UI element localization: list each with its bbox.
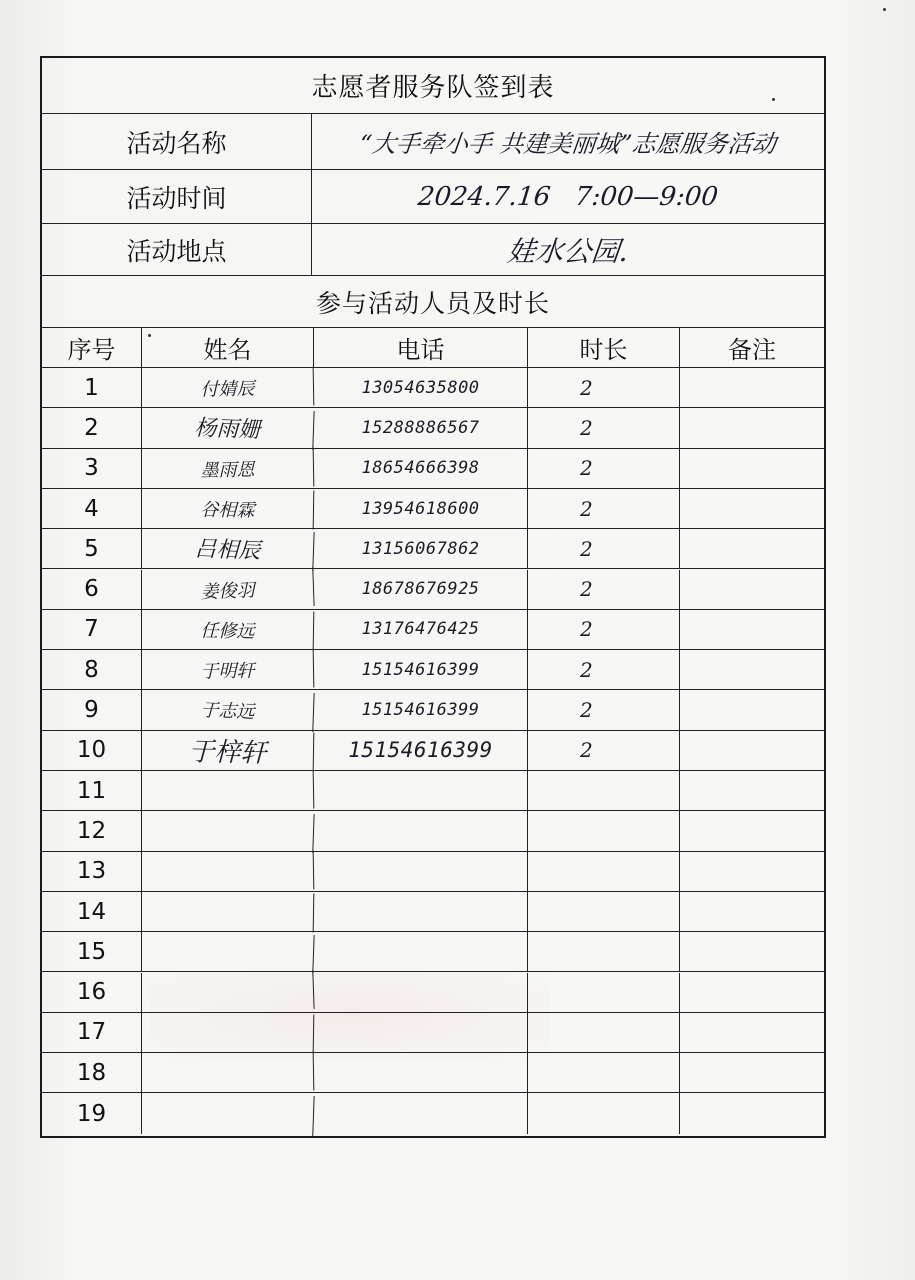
activity-time-row [42, 170, 824, 224]
row-number: 9 [42, 690, 142, 729]
volunteer-hours: 2 [528, 408, 680, 447]
volunteer-hours [528, 1093, 680, 1133]
volunteer-note [680, 368, 824, 407]
row-number: 4 [42, 489, 142, 528]
volunteer-phone [314, 892, 528, 931]
volunteer-phone: 15154616399 [314, 690, 528, 729]
volunteer-name [142, 1052, 315, 1094]
volunteer-hours [528, 852, 680, 891]
row-number: 17 [42, 1013, 142, 1052]
volunteer-name: 于志远 [141, 687, 314, 732]
volunteer-phone [314, 811, 528, 850]
volunteer-name: 任修远 [142, 608, 315, 650]
volunteer-hours [528, 771, 680, 810]
table-row [42, 368, 824, 408]
volunteer-phone: 15288886567 [314, 408, 528, 447]
volunteer-name [142, 1011, 315, 1053]
volunteer-name [141, 808, 314, 853]
volunteer-name [141, 1090, 314, 1136]
volunteer-phone [314, 973, 528, 1012]
volunteer-name [142, 850, 315, 892]
table-row [42, 892, 824, 932]
table-row [42, 1013, 824, 1053]
volunteer-note [680, 449, 824, 488]
table-row [42, 1053, 824, 1093]
row-number: 1 [42, 368, 142, 407]
volunteer-note [680, 489, 824, 528]
volunteer-phone: 18654666398 [314, 449, 528, 488]
volunteer-note [680, 650, 824, 689]
volunteer-name: 付婧辰 [142, 367, 315, 409]
activity-time-value: 2024.7.16 7:00—9:00 [416, 181, 720, 212]
table-row [42, 852, 824, 892]
table-row [42, 731, 824, 771]
volunteer-note [680, 973, 824, 1012]
volunteer-phone [314, 771, 528, 810]
volunteer-phone: 15154616399 [314, 650, 528, 689]
row-number: 11 [42, 771, 142, 810]
form-title-row [42, 58, 824, 114]
row-number: 18 [42, 1053, 142, 1092]
volunteer-name: 杨雨姗 [141, 405, 314, 450]
table-row [42, 449, 824, 489]
volunteer-hours: 2 [528, 610, 680, 649]
volunteer-name [142, 890, 315, 932]
activity-place-label: 活动地点 [42, 224, 312, 275]
volunteer-hours [528, 1053, 680, 1092]
volunteer-name: 于梓轩 [142, 729, 315, 771]
table-row [42, 489, 824, 529]
table-row [42, 973, 824, 1013]
volunteer-hours: 2 [528, 449, 680, 488]
row-number: 6 [42, 570, 142, 609]
header-hours: 时长 [528, 328, 680, 367]
volunteer-phone: 13054635800 [314, 368, 528, 407]
volunteer-note [680, 529, 824, 568]
volunteer-phone: 13176476425 [314, 610, 528, 649]
volunteer-hours: 2 [528, 650, 680, 689]
volunteer-name [142, 770, 315, 812]
volunteer-phone: 18678676925 [314, 570, 528, 609]
row-number: 10 [42, 731, 142, 770]
volunteer-phone: 15154616399 [314, 731, 528, 770]
table-row [42, 811, 824, 851]
volunteer-name [141, 970, 314, 1015]
row-number: 14 [42, 892, 142, 931]
table-header-row [42, 328, 824, 368]
header-name: 姓名 [142, 328, 314, 367]
volunteer-hours: 2 [528, 368, 680, 407]
signin-form [40, 56, 826, 1138]
activity-place-row [42, 224, 824, 276]
volunteer-note [680, 610, 824, 649]
activity-place-value: 娃水公园. [505, 234, 631, 268]
volunteer-phone: 13954618600 [314, 489, 528, 528]
header-phone: 电话 [314, 328, 528, 367]
volunteer-phone [314, 852, 528, 891]
volunteer-name: 姜俊羽 [141, 567, 314, 612]
table-row [42, 1093, 824, 1133]
volunteer-phone: 13156067862 [314, 529, 528, 568]
volunteer-note [680, 570, 824, 609]
volunteer-note [680, 1093, 824, 1133]
volunteer-name: 墨雨恩 [142, 447, 315, 489]
row-number: 13 [42, 852, 142, 891]
volunteer-phone [314, 932, 528, 971]
volunteer-note [680, 1053, 824, 1092]
volunteer-note [680, 852, 824, 891]
header-no: 序号 [42, 328, 142, 367]
table-row [42, 610, 824, 650]
row-number: 7 [42, 610, 142, 649]
volunteer-note [680, 1013, 824, 1052]
row-number: 5 [42, 529, 142, 568]
volunteer-phone [314, 1053, 528, 1092]
table-row [42, 529, 824, 569]
volunteer-hours: 2 [528, 529, 680, 568]
activity-name-row [42, 114, 824, 170]
volunteer-note [680, 731, 824, 770]
section-title: 参与活动人员及时长 [315, 288, 550, 318]
row-number: 8 [42, 650, 142, 689]
row-number: 16 [42, 973, 142, 1012]
activity-name-label: 活动名称 [42, 114, 312, 169]
volunteer-phone [314, 1093, 528, 1133]
volunteer-note [680, 408, 824, 447]
form-title: 志愿者服务队签到表 [311, 73, 555, 103]
volunteer-name: 于明轩 [142, 649, 315, 691]
volunteer-name [141, 929, 314, 974]
table-row [42, 570, 824, 610]
volunteer-note [680, 892, 824, 931]
table-row [42, 408, 824, 448]
volunteer-hours: 2 [528, 690, 680, 729]
volunteer-hours [528, 811, 680, 850]
volunteer-note [680, 690, 824, 729]
volunteer-hours: 2 [528, 489, 680, 528]
row-number: 3 [42, 449, 142, 488]
table-row [42, 771, 824, 811]
row-number: 12 [42, 811, 142, 850]
volunteer-hours [528, 892, 680, 931]
activity-name-value: “大手牵小手 共建美丽城”志愿服务活动 [358, 130, 778, 158]
volunteer-note [680, 932, 824, 971]
volunteer-note [680, 771, 824, 810]
volunteer-phone [314, 1013, 528, 1052]
activity-time-label: 活动时间 [42, 170, 312, 223]
row-number: 19 [42, 1093, 142, 1133]
section-title-row [42, 276, 824, 328]
volunteer-name: 谷相霖 [142, 487, 315, 529]
row-number: 2 [42, 408, 142, 447]
table-row [42, 650, 824, 690]
volunteer-note [680, 811, 824, 850]
volunteer-hours [528, 1013, 680, 1052]
volunteer-hours [528, 973, 680, 1012]
table-row [42, 932, 824, 972]
row-number: 15 [42, 932, 142, 971]
volunteer-hours [528, 932, 680, 971]
volunteer-name: 吕相辰 [141, 526, 314, 571]
volunteer-hours: 2 [528, 570, 680, 609]
volunteer-hours: 2 [528, 731, 680, 770]
ink-dot [883, 8, 886, 11]
header-note: 备注 [728, 336, 776, 364]
table-row [42, 690, 824, 730]
